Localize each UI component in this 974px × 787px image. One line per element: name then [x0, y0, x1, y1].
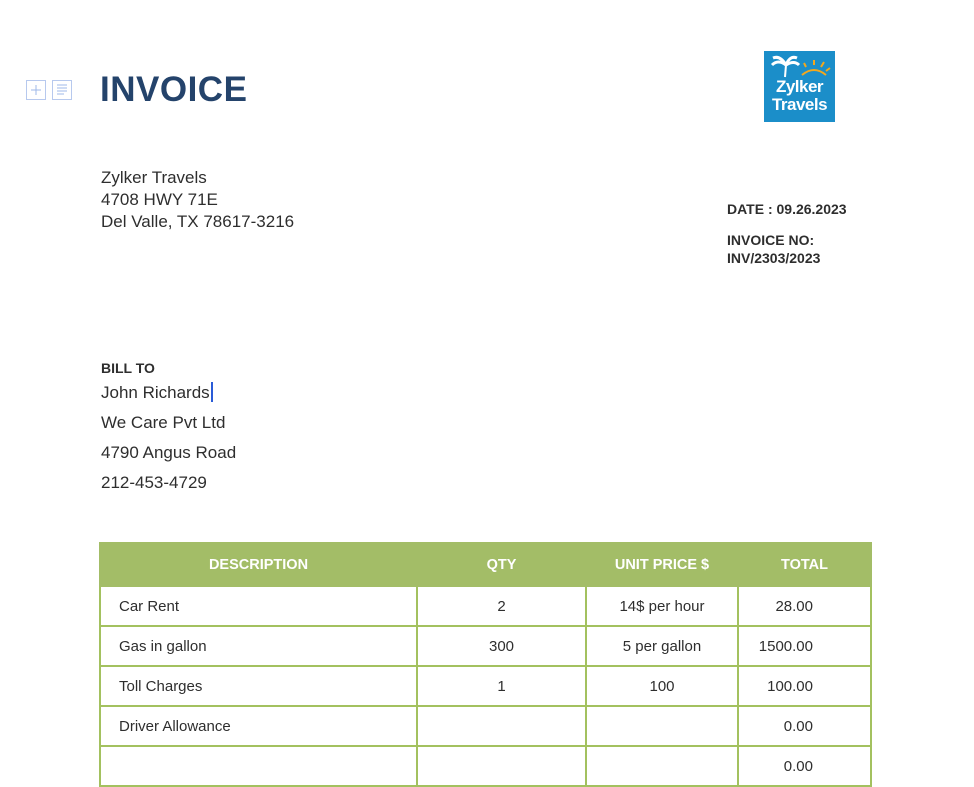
cell-total[interactable]: 0.00 [738, 746, 871, 786]
add-block-icon[interactable] [26, 80, 46, 100]
cell-qty[interactable]: 1 [417, 666, 586, 706]
table-row [100, 626, 871, 666]
cell-qty[interactable] [417, 706, 586, 746]
cell-total[interactable]: 0.00 [738, 706, 871, 746]
cell-total[interactable]: 28.00 [738, 586, 871, 626]
bill-to-company[interactable]: We Care Pvt Ltd [101, 413, 226, 432]
header-qty: QTY [417, 543, 586, 586]
cell-unit-price[interactable]: 5 per gallon [586, 626, 738, 666]
sender-city: Del Valle, TX 78617-3216 [101, 212, 295, 231]
cell-description[interactable] [100, 746, 417, 786]
invoice-date: DATE : 09.26.2023 [727, 201, 847, 217]
text-cursor [211, 382, 213, 402]
cell-unit-price[interactable]: 100 [586, 666, 738, 706]
table-row [100, 746, 871, 786]
logo-line-2: Travels [771, 95, 828, 114]
bill-to-name-line[interactable] [101, 382, 236, 412]
cell-description[interactable]: Toll Charges [100, 666, 417, 706]
block-gutter [26, 80, 72, 100]
bill-to-section [101, 360, 236, 502]
cell-total[interactable]: 1500.00 [738, 626, 871, 666]
cell-total[interactable]: 100.00 [738, 666, 871, 706]
header-total: TOTAL [738, 543, 871, 586]
invoice-meta [727, 200, 847, 267]
sender-street: 4708 HWY 71E [101, 190, 218, 209]
table-row [100, 666, 871, 706]
text-block-icon[interactable] [52, 80, 72, 100]
header-unit-price: UNIT PRICE $ [586, 543, 738, 586]
company-logo [764, 51, 835, 122]
cell-unit-price[interactable] [586, 746, 738, 786]
invoice-number: INV/2303/2023 [727, 250, 821, 266]
cell-description[interactable]: Driver Allowance [100, 706, 417, 746]
cell-description[interactable]: Gas in gallon [100, 626, 417, 666]
table-row [100, 706, 871, 746]
sender-company: Zylker Travels [101, 168, 207, 187]
cell-unit-price[interactable] [586, 706, 738, 746]
logo-line-1: Zylker [775, 77, 824, 96]
sender-address [101, 167, 294, 233]
cell-description[interactable]: Car Rent [100, 586, 417, 626]
table-row [100, 586, 871, 626]
invoice-number-label: INVOICE NO: [727, 232, 815, 248]
bill-to-label: BILL TO [101, 360, 155, 376]
cell-qty[interactable] [417, 746, 586, 786]
table-header-row [100, 543, 871, 586]
bill-to-phone[interactable]: 212-453-4729 [101, 473, 207, 492]
cell-qty[interactable]: 2 [417, 586, 586, 626]
invoice-items-table [99, 542, 872, 787]
bill-to-address[interactable]: 4790 Angus Road [101, 443, 237, 462]
bill-to-name[interactable]: John Richards [101, 383, 210, 402]
header-description: DESCRIPTION [100, 543, 417, 586]
cell-unit-price[interactable]: 14$ per hour [586, 586, 738, 626]
page-title: INVOICE [100, 70, 248, 109]
cell-qty[interactable]: 300 [417, 626, 586, 666]
